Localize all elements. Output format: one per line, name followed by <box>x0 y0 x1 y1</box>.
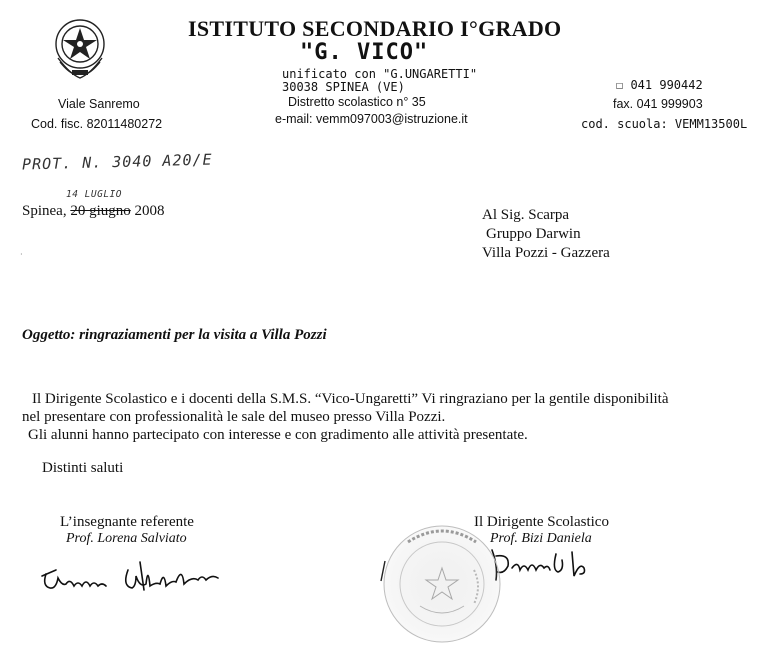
recipient-line: Villa Pozzi - Gazzera <box>482 245 610 261</box>
letter-date <box>22 203 165 220</box>
letter-body <box>22 390 669 444</box>
school-email: e-mail: vemm097003@istruzione.it <box>275 112 468 126</box>
director-name: Prof. Bizi Daniela <box>490 531 592 546</box>
school-code: cod. scuola: VEMM13500L <box>581 117 748 131</box>
italian-republic-emblem-icon <box>50 14 110 82</box>
date-correction: 14 LUGLIO <box>66 189 122 200</box>
teacher-name: Prof. Lorena Salviato <box>66 531 187 546</box>
protocol-number: PROT. N. 3040 A20/E <box>21 150 213 174</box>
struck-date: 20 giugno <box>70 203 131 219</box>
unified-with: unificato con "G.UNGARETTI" <box>282 67 478 81</box>
teacher-signature-icon <box>36 556 246 596</box>
letter-subject: Oggetto: ringraziamenti per la visita a Villa Pozzi <box>22 327 327 343</box>
body-line: Gli alunni hanno partecipato con interesse e con gradimento alle attività presentate. <box>28 427 528 443</box>
school-subtitle: "G. VICO" <box>300 40 429 65</box>
school-fax: fax. 041 999903 <box>613 97 703 111</box>
director-signature-icon <box>488 546 608 582</box>
school-name: ISTITUTO SECONDARIO I°GRADO <box>188 16 562 41</box>
letter-greeting: Distinti saluti <box>42 460 124 476</box>
teacher-role: L’insegnante referente <box>60 514 194 530</box>
school-address: Viale Sanremo <box>58 97 140 111</box>
recipient-line: Gruppo Darwin <box>486 226 581 242</box>
body-line: Il Dirigente Scolastico e i docenti della S.M.S. “Vico-Ungaretti” Vi ringraziano per la gentile disponibilità <box>32 391 669 407</box>
director-role: Il Dirigente Scolastico <box>474 514 609 530</box>
school-stamp-icon <box>374 510 504 650</box>
postal-city: 30038 SPINEA (VE) <box>282 80 405 94</box>
letter-year: 2008 <box>134 203 165 219</box>
body-line: nel presentare con professionalità le sale del museo presso Villa Pozzi. <box>22 409 446 425</box>
recipient-line: Al Sig. Scarpa <box>482 207 570 223</box>
letter-place: Spinea, <box>22 203 67 219</box>
school-phone: ☐ 041 990442 <box>616 78 703 92</box>
speck-mark: · <box>20 250 23 259</box>
pen-mark-icon <box>378 560 388 582</box>
recipient-block <box>482 206 610 263</box>
school-district: Distretto scolastico n° 35 <box>288 95 426 109</box>
fiscal-code: Cod. fisc. 82011480272 <box>31 117 163 131</box>
